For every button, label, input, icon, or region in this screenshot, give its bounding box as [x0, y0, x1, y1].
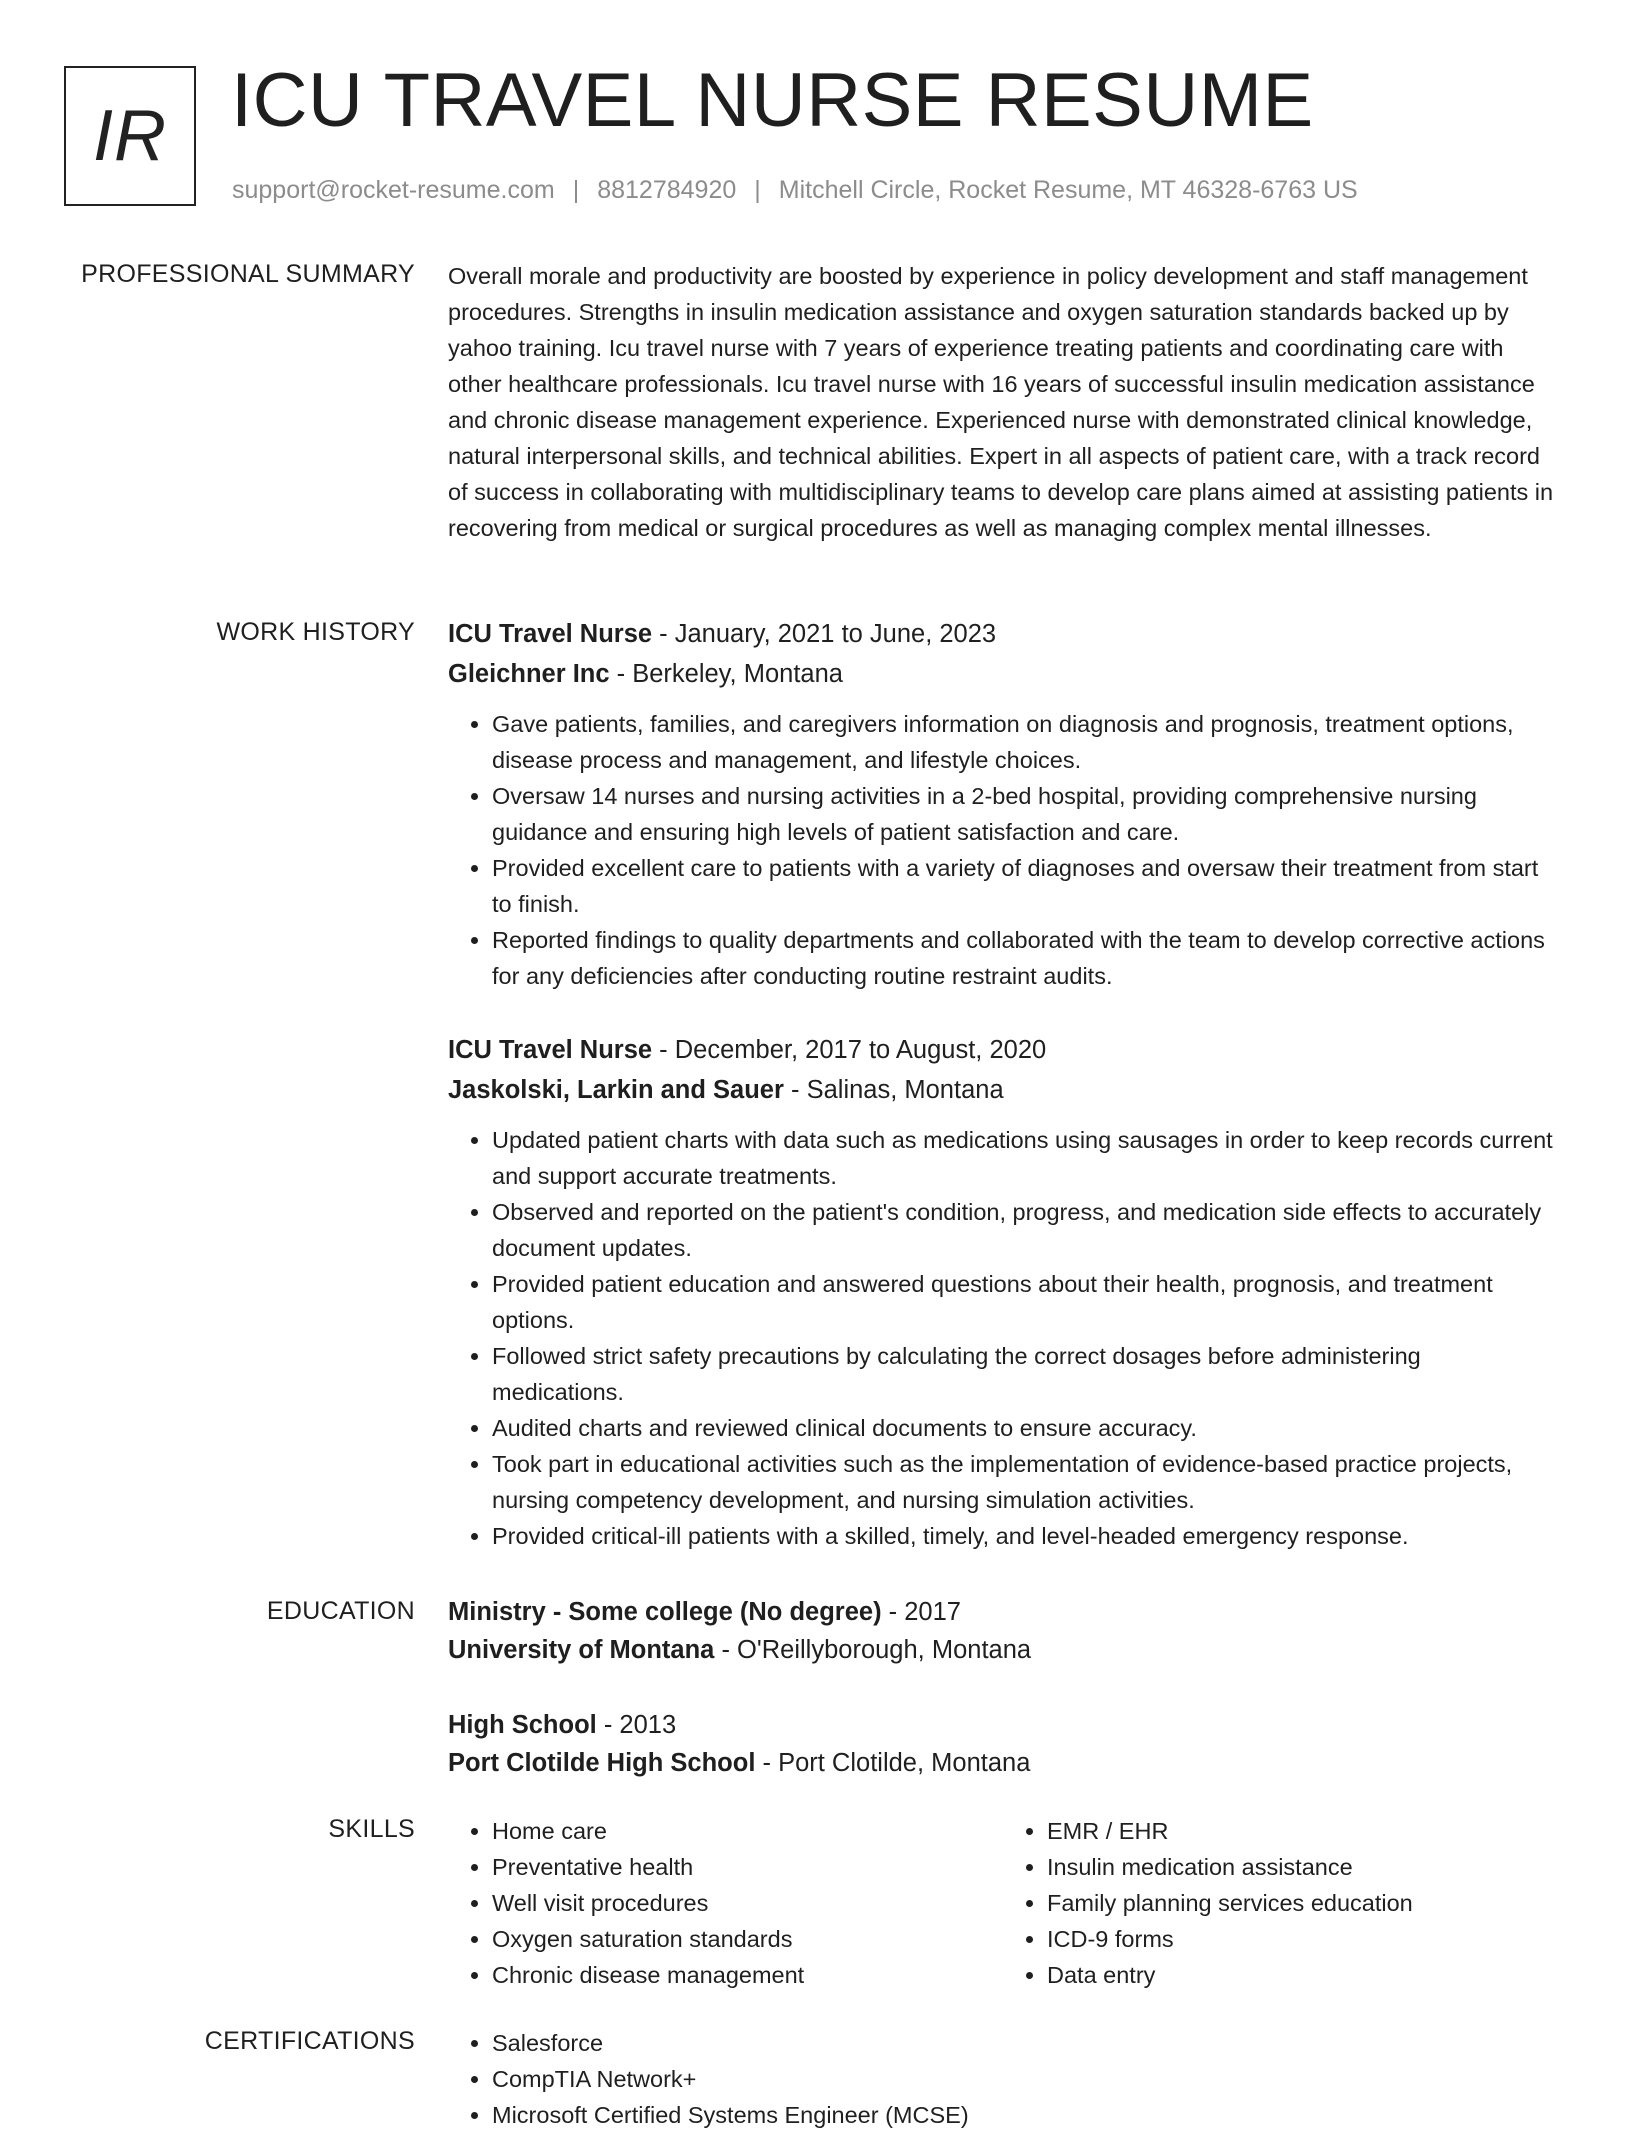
job-company-line: [448, 1070, 1558, 1110]
skills-list: [448, 1813, 1003, 1993]
education-year: - 2017: [881, 1598, 961, 1626]
job-title-line: [448, 614, 1558, 654]
job-bullet: • Provided critical-ill patients with a skilled, timely, and level-headed emergency response.: [492, 1518, 1558, 1554]
job-dates: - December, 2017 to August, 2020: [652, 1036, 1047, 1064]
job-bullets: [448, 1122, 1558, 1554]
job-location: - Salinas, Montana: [783, 1076, 1004, 1104]
section-label-summary: PROFESSIONAL SUMMARY: [81, 260, 415, 288]
job-dates: - January, 2021 to June, 2023: [652, 620, 997, 648]
contact-separator: |: [572, 176, 580, 204]
education-location: - O'Reillyborough, Montana: [714, 1636, 1032, 1664]
education-degree-line: [448, 1706, 1558, 1744]
education-school-line: [448, 1744, 1558, 1782]
job-entry: [448, 614, 1558, 994]
education-school: Port Clotilde High School: [448, 1749, 756, 1777]
section-label-education: EDUCATION: [266, 1597, 415, 1625]
job-entry: [448, 1030, 1558, 1554]
job-title: ICU Travel Nurse: [448, 620, 653, 648]
monogram: IR: [64, 66, 196, 206]
job-bullet: • Oversaw 14 nurses and nursing activities in a 2-bed hospital, providing comprehensive nursing guidance and ensuring high levels of patient satisfaction and care.: [492, 778, 1558, 850]
section-label-work: WORK HISTORY: [216, 618, 415, 646]
education-degree: Ministry - Some college (No degree): [448, 1598, 882, 1626]
job-title: ICU Travel Nurse: [448, 1036, 653, 1064]
education-entry: [448, 1706, 1558, 1782]
skill-item: • EMR / EHR: [1047, 1813, 1558, 1849]
job-bullet: • Audited charts and reviewed clinical documents to ensure accuracy.: [492, 1410, 1558, 1446]
skill-item: • Home care: [492, 1813, 1003, 1849]
education-school: University of Montana: [448, 1636, 715, 1664]
section-label-skills: SKILLS: [328, 1815, 415, 1843]
job-bullet: • Provided patient education and answered questions about their health, prognosis, and treatment options.: [492, 1266, 1558, 1338]
education-school-line: [448, 1631, 1558, 1669]
certifications-content: [448, 2025, 1558, 2133]
skill-item: • Chronic disease management: [492, 1957, 1003, 1993]
skill-item: • Data entry: [1047, 1957, 1558, 1993]
certification-item: • Salesforce: [492, 2025, 1558, 2061]
education-year: - 2013: [596, 1711, 677, 1739]
skill-item: • Insulin medication assistance: [1047, 1849, 1558, 1885]
job-location: - Berkeley, Montana: [609, 660, 843, 688]
certification-item: • Microsoft Certified Systems Engineer (MCSE): [492, 2097, 1558, 2133]
skill-item: • Oxygen saturation standards: [492, 1921, 1003, 1957]
job-company: Gleichner Inc: [448, 660, 610, 688]
education-degree-line: [448, 1593, 1558, 1631]
job-bullet: • Took part in educational activities such as the implementation of evidence-based practice projects, nursing competency development, and nursing simulation activities.: [492, 1446, 1558, 1518]
certification-item: • CompTIA Network+: [492, 2061, 1558, 2097]
education-entry: [448, 1593, 1558, 1669]
skills-columns: [448, 1813, 1558, 1993]
job-bullet: • Observed and reported on the patient's condition, progress, and medication side effects to accurately document updates.: [492, 1194, 1558, 1266]
skill-item: • Family planning services education: [1047, 1885, 1558, 1921]
job-company: Jaskolski, Larkin and Sauer: [448, 1076, 784, 1104]
contact-address: Mitchell Circle, Rocket Resume, MT 46328-6763 US: [778, 176, 1358, 204]
contact-line: [232, 176, 1358, 205]
contact-email[interactable]: support@rocket-resume.com: [232, 176, 555, 204]
education-degree: High School: [448, 1711, 597, 1739]
section-label-certifications: CERTIFICATIONS: [204, 2027, 415, 2055]
skill-item: • Preventative health: [492, 1849, 1003, 1885]
job-bullet: • Followed strict safety precautions by calculating the correct dosages before administering medications.: [492, 1338, 1558, 1410]
job-bullet: • Gave patients, families, and caregivers information on diagnosis and prognosis, treatment options, disease process and management, and lifestyle choices.: [492, 706, 1558, 778]
skills-content: [448, 1813, 1558, 1993]
work-content: [448, 614, 1558, 1590]
job-bullet: • Reported findings to quality departments and collaborated with the team to develop corrective actions for any deficiencies after conducting routine restraint audits.: [492, 922, 1558, 994]
education-content: [448, 1593, 1558, 1819]
skills-list: [1003, 1813, 1558, 1993]
resume-title: ICU TRAVEL NURSE RESUME: [231, 58, 1314, 143]
contact-phone[interactable]: 8812784920: [597, 176, 737, 204]
education-location: - Port Clotilde, Montana: [755, 1749, 1031, 1777]
job-company-line: [448, 654, 1558, 694]
job-bullets: [448, 706, 1558, 994]
certifications-list: [448, 2025, 1558, 2133]
job-bullet: • Updated patient charts with data such as medications using sausages in order to keep records current and support accurate treatments.: [492, 1122, 1558, 1194]
job-bullet: • Provided excellent care to patients with a variety of diagnoses and oversaw their treatment from start to finish.: [492, 850, 1558, 922]
summary-text: Overall morale and productivity are boosted by experience in policy development and staff management procedures. Strengths in insulin medication assistance and oxygen saturation standards backed up by yahoo training. Icu travel nurse with 7 years of experience treating patients and coordinating care with other healthcare professionals. Icu travel nurse with 16 years of successful insulin medication assistance and chronic disease management experience. Experienced nurse with demonstrated clinical knowledge, natural interpersonal skills, and technical abilities. Expert in all aspects of patient care, with a track record of success in collaborating with multidisciplinary teams to develop care plans aimed at assisting patients in recovering from medical or surgical procedures as well as managing complex mental illnesses.: [448, 263, 1554, 541]
skill-item: • ICD-9 forms: [1047, 1921, 1558, 1957]
skill-item: • Well visit procedures: [492, 1885, 1003, 1921]
job-title-line: [448, 1030, 1558, 1070]
summary-content: [448, 258, 1558, 546]
contact-separator: |: [754, 176, 761, 204]
